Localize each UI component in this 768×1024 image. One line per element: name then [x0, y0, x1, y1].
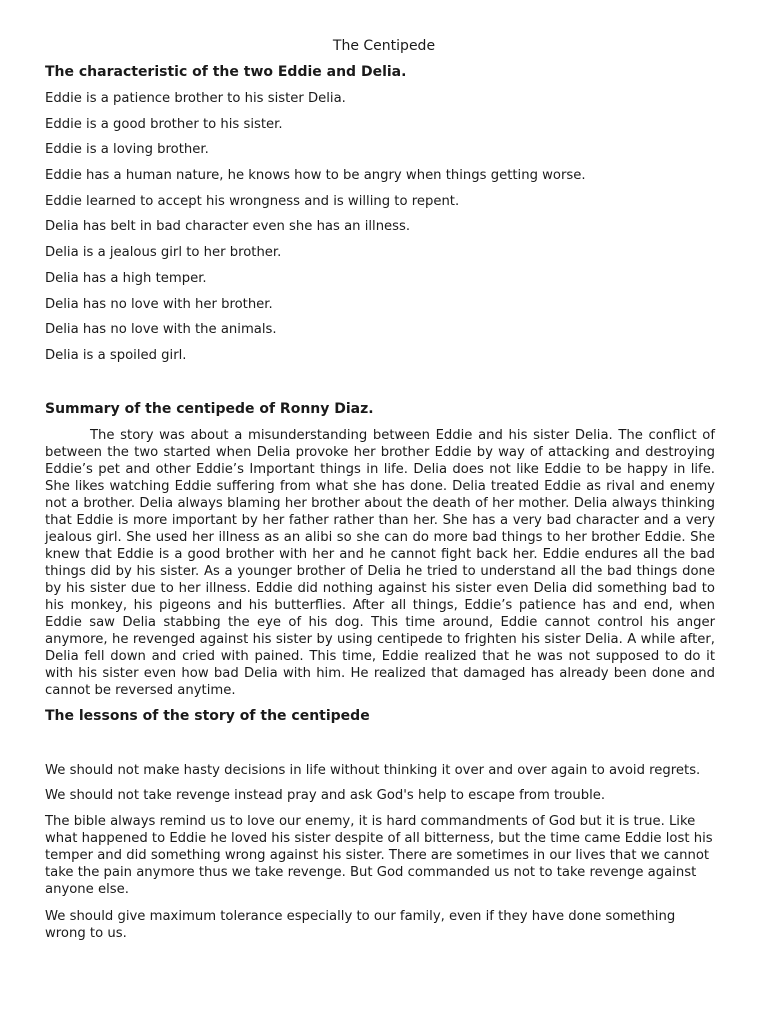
characteristics-heading: The characteristic of the two Eddie and Delia.	[45, 64, 407, 80]
characteristic-item: Eddie is a patience brother to his sister Delia.	[45, 91, 346, 106]
characteristic-item: Delia has a high temper.	[45, 271, 207, 286]
lesson-item: We should not take revenge instead pray and ask God's help to escape from trouble.	[45, 788, 606, 803]
characteristic-item: Delia has no love with the animals.	[45, 322, 277, 337]
characteristic-item: Eddie is a loving brother.	[45, 142, 209, 157]
characteristic-item: Eddie is a good brother to his sister.	[45, 117, 283, 132]
lesson-item: The bible always remind us to love our enemy, it is hard commandments of God but it is true. Like what happened to Eddie he loved his sister despite of all bitterness, but the time came Eddie lost his temper and did something wrong against his sister. There are sometimes in our lives that we cannot take the pain anymore thus we take revenge. But God commanded us not to take revenge against anyone else.	[45, 814, 713, 897]
characteristic-item: Delia has no love with her brother.	[45, 297, 273, 312]
characteristic-item: Delia is a jealous girl to her brother.	[45, 245, 282, 260]
lesson-item: We should give maximum tolerance especially to our family, even if they have done something wrong to us.	[45, 909, 676, 941]
characteristic-item: Delia is a spoiled girl.	[45, 348, 187, 363]
summary-paragraph: The story was about a misunderstanding between Eddie and his sister Delia. The conflict of between the two started when Delia provoke her brother Eddie by way of attacking and destroying Eddie’s pet and other Eddie’s Important things in life. Delia does not like Eddie to be happy in life. She likes watching Eddie suffering from what she has done. Delia treated Eddie as rival and enemy not a brother. Delia always blaming her brother about the death of her mother. Delia always thinking that Eddie is more important by her father rather than her. She has a very bad character and a very jealous girl. She used her illness as an alibi so she can do more bad things to her brother Eddie. She knew that Eddie is a good brother with her and he cannot fight back her. Eddie endures all the bad things did by his sister. As a younger brother of Delia he tried to understand all the bad things done by his sister due to her illness. Eddie did nothing against his sister even Delia did something bad to his monkey, his pigeons and his butterflies. After all things, Eddie’s patience has and end, when Eddie saw Delia stabbing the eye of his dog. This time around, Eddie cannot control his anger anymore, he revenged against his sister by using centipede to frighten his sister Delia. A while after, Delia fell down and cried with pained. This time, Eddie realized that he was not supposed to do it with his sister even how bad Delia with him. He realized that damaged has already been done and cannot be reversed anytime.	[45, 428, 715, 698]
document-title: The Centipede	[332, 38, 436, 54]
characteristic-item: Delia has belt in bad character even she has an illness.	[45, 219, 411, 234]
characteristic-item: Eddie has a human nature, he knows how to be angry when things getting worse.	[45, 168, 586, 183]
lesson-item: We should not make hasty decisions in life without thinking it over and over again to avoid regrets.	[45, 763, 701, 778]
summary-heading: Summary of the centipede of Ronny Diaz.	[45, 401, 374, 417]
lessons-heading: The lessons of the story of the centipede	[45, 708, 370, 724]
characteristic-item: Eddie learned to accept his wrongness and is willing to repent.	[45, 194, 460, 209]
